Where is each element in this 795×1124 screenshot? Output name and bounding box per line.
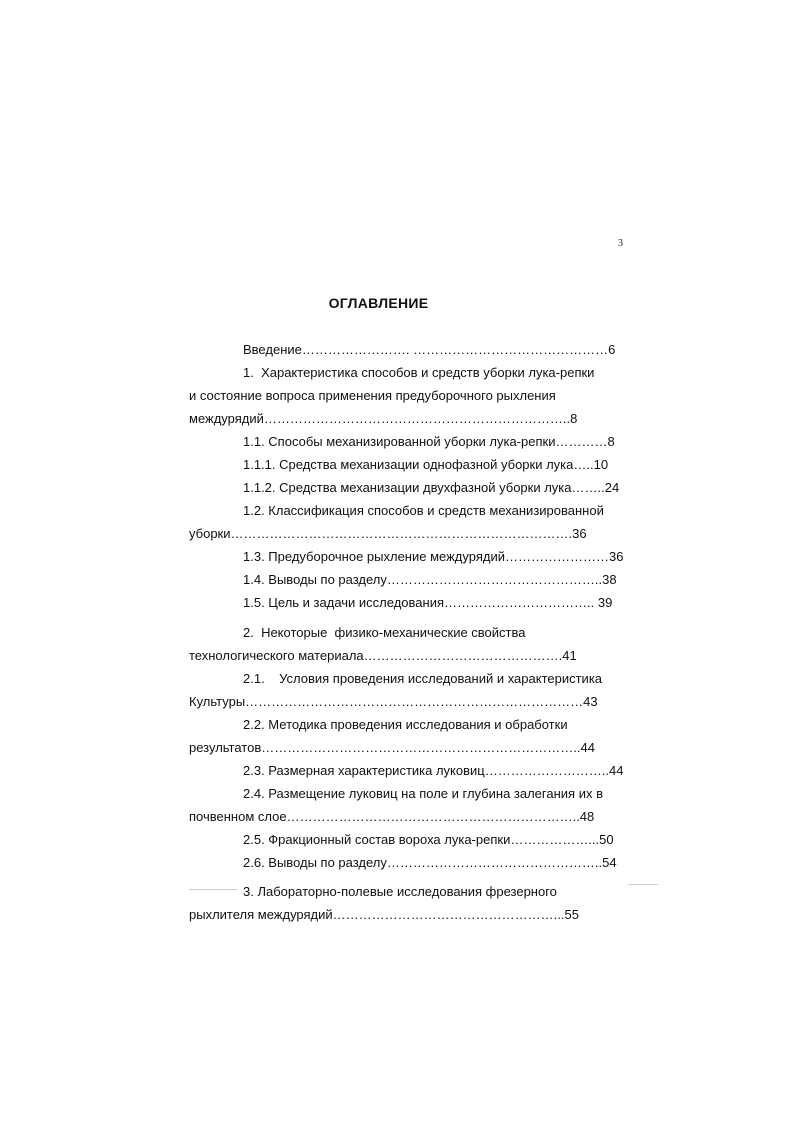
scan-artifact-line xyxy=(189,889,237,890)
toc-entry-chapter-2-cont: технологического материала……………………………………….41 xyxy=(189,648,577,663)
toc-entry-2-5: 2.5. Фракционный состав вороха лука-репки………………...50 xyxy=(243,832,614,847)
toc-entry-chapter-3-cont: рыхлителя междурядий……………………………………………...55 xyxy=(189,907,579,922)
toc-entry-chapter-2: 2. Некоторые физико-механические свойства xyxy=(243,625,526,640)
toc-entry-2-6: 2.6. Выводы по разделу…………………………………………..54 xyxy=(243,855,617,870)
toc-entry-chapter-1: 1. Характеристика способов и средств уборки лука-репки xyxy=(243,365,595,380)
toc-entry-1-2-cont: уборки…………………………………………………………………….36 xyxy=(189,526,587,541)
page-number: 3 xyxy=(618,238,623,249)
toc-entry-2-1: 2.1. Условия проведения исследований и характеристика xyxy=(243,671,603,686)
toc-entry-1-1-1: 1.1.1. Средства механизации однофазной уборки лука…..10 xyxy=(243,457,609,472)
toc-entry-1-1: 1.1. Способы механизированной уборки лука-репки…………8 xyxy=(243,434,615,449)
toc-entry-1-2: 1.2. Классификация способов и средств механизированной xyxy=(243,503,604,518)
toc-entry-2-2-cont: результатов………………………………………………………………..44 xyxy=(189,740,595,755)
scan-artifact-line xyxy=(628,884,658,885)
toc-entry-chapter-3: 3. Лабораторно-полевые исследования фрезерного xyxy=(243,884,557,899)
toc-entry-2-1-cont: Культуры……………………………………………………………………43 xyxy=(189,694,598,709)
toc-entry-1-5: 1.5. Цель и задачи исследования…………………………….. 39 xyxy=(243,595,613,610)
page-title: ОГЛАВЛЕНИЕ xyxy=(328,295,429,311)
toc-entry-2-2: 2.2. Методика проведения исследования и обработки xyxy=(243,717,568,732)
toc-entry-2-4: 2.4. Размещение луковиц на поле и глубина залегания их в xyxy=(243,786,603,801)
toc-entry-2-3: 2.3. Размерная характеристика луковиц………………………..44 xyxy=(243,763,624,778)
toc-entry-chapter-1-cont: и состояние вопроса применения предуборочного рыхления xyxy=(189,388,556,403)
toc-entry-chapter-1-cont: междурядий……………………………………………………………..8 xyxy=(189,411,578,426)
toc-entry-1-1-2: 1.1.2. Средства механизации двухфазной уборки лука……..24 xyxy=(243,480,620,495)
toc-entry-1-3: 1.3. Предуборочное рыхление междурядий……………………36 xyxy=(243,549,624,564)
toc-entry-introduction: Введение……………………. ………………………………………6 xyxy=(243,342,616,357)
toc-entry-2-4-cont: почвенном слое…………………………………………………………..48 xyxy=(189,809,595,824)
toc-entry-1-4: 1.4. Выводы по разделу…………………………………………..38 xyxy=(243,572,617,587)
